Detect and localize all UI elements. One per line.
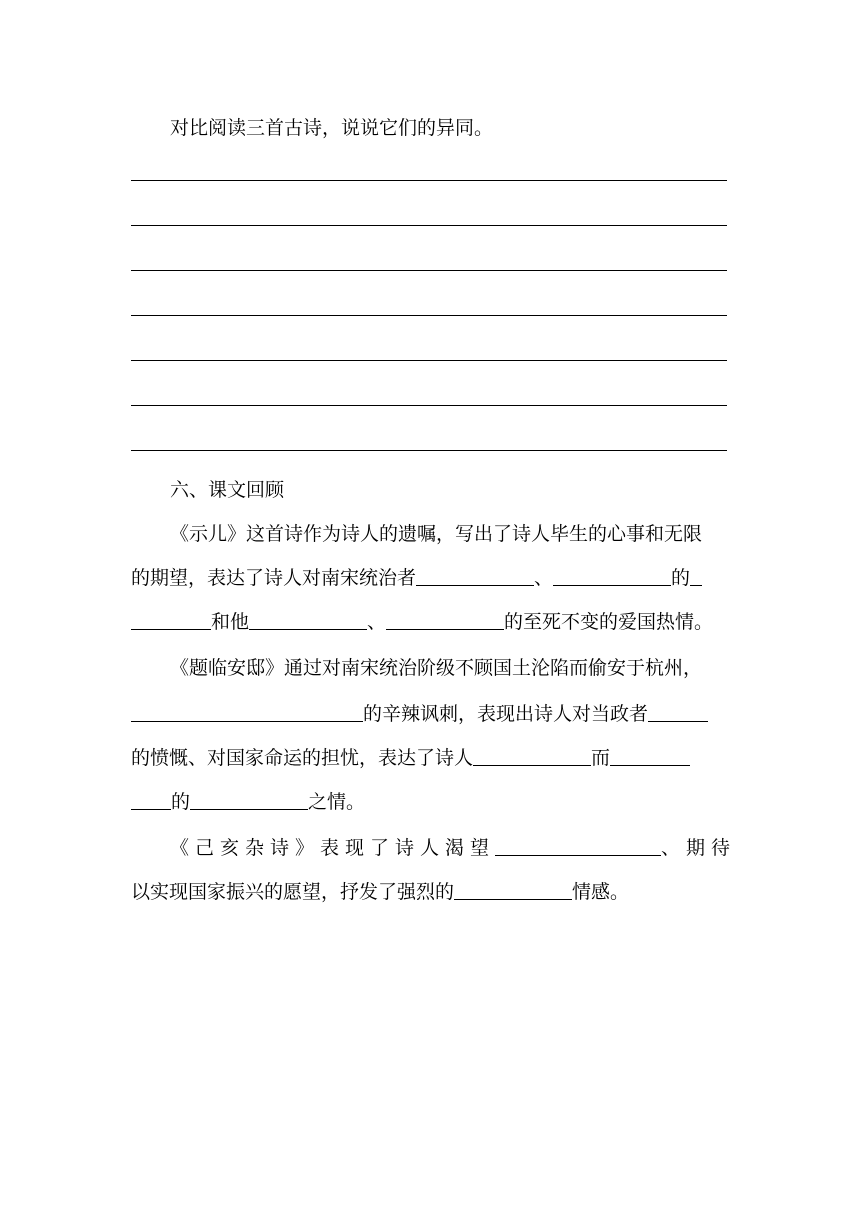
paragraph-shier-line-1: 《示儿》这首诗作为诗人的遗嘱，写出了诗人毕生的心事和无限 [170, 523, 703, 545]
text: 情感。 [572, 881, 630, 903]
answer-line[interactable] [131, 360, 727, 361]
text: 的辛辣讽刺，表现出诗人对当政者 [363, 703, 649, 725]
text: 、 [534, 567, 554, 589]
section-heading: 六、课文回顾 [170, 479, 285, 501]
paragraph-shier-line-3 [131, 610, 713, 634]
text: 的 [671, 567, 691, 589]
text: 之情。 [308, 791, 366, 813]
paragraph-tilinandi-line-1: 《题临安邸》通过对南宋统治阶级不顾国土沦陷而偷安于杭州， [170, 657, 703, 679]
text: 以实现国家振兴的愿望，抒发了强烈的 [131, 881, 455, 903]
fill-blank[interactable] [190, 791, 308, 810]
fill-blank[interactable] [690, 567, 702, 586]
paragraph-shier-line-2 [131, 566, 702, 590]
fill-blank[interactable] [386, 611, 504, 630]
answer-line[interactable] [131, 450, 727, 451]
answer-line[interactable] [131, 225, 727, 226]
text: 而 [591, 747, 611, 769]
paragraph-tilinandi-line-2 [131, 702, 708, 726]
fill-blank[interactable] [495, 837, 661, 856]
answer-line[interactable] [131, 180, 727, 181]
fill-blank[interactable] [416, 567, 534, 586]
fill-blank[interactable] [131, 611, 211, 630]
answer-line[interactable] [131, 315, 727, 316]
answer-line[interactable] [131, 270, 727, 271]
paragraph-tilinandi-line-4 [131, 790, 365, 814]
text: 的期望，表达了诗人对南宋统治者 [131, 567, 417, 589]
fill-blank[interactable] [648, 703, 708, 722]
text: 的愤慨、对国家命运的担忧，表达了诗人 [131, 747, 474, 769]
text: 、 [367, 611, 387, 633]
fill-blank[interactable] [473, 747, 591, 766]
text: 的至死不变的爱国热情。 [504, 611, 714, 633]
text: 《己亥杂诗》表现了诗人渴望 [170, 837, 496, 859]
paragraph-tilinandi-line-3 [131, 746, 690, 770]
fill-blank[interactable] [610, 747, 690, 766]
compare-prompt: 对比阅读三首古诗，说说它们的异同。 [170, 117, 494, 139]
answer-line[interactable] [131, 405, 727, 406]
text: 的 [171, 791, 191, 813]
paragraph-jihaizashi-line-2 [131, 880, 629, 904]
text: 、期待 [661, 837, 737, 859]
paragraph-jihaizashi-line-1 [170, 836, 736, 860]
fill-blank[interactable] [454, 881, 572, 900]
fill-blank[interactable] [131, 791, 171, 810]
fill-blank[interactable] [553, 567, 671, 586]
fill-blank[interactable] [249, 611, 367, 630]
text: 和他 [211, 611, 250, 633]
fill-blank[interactable] [131, 703, 363, 722]
